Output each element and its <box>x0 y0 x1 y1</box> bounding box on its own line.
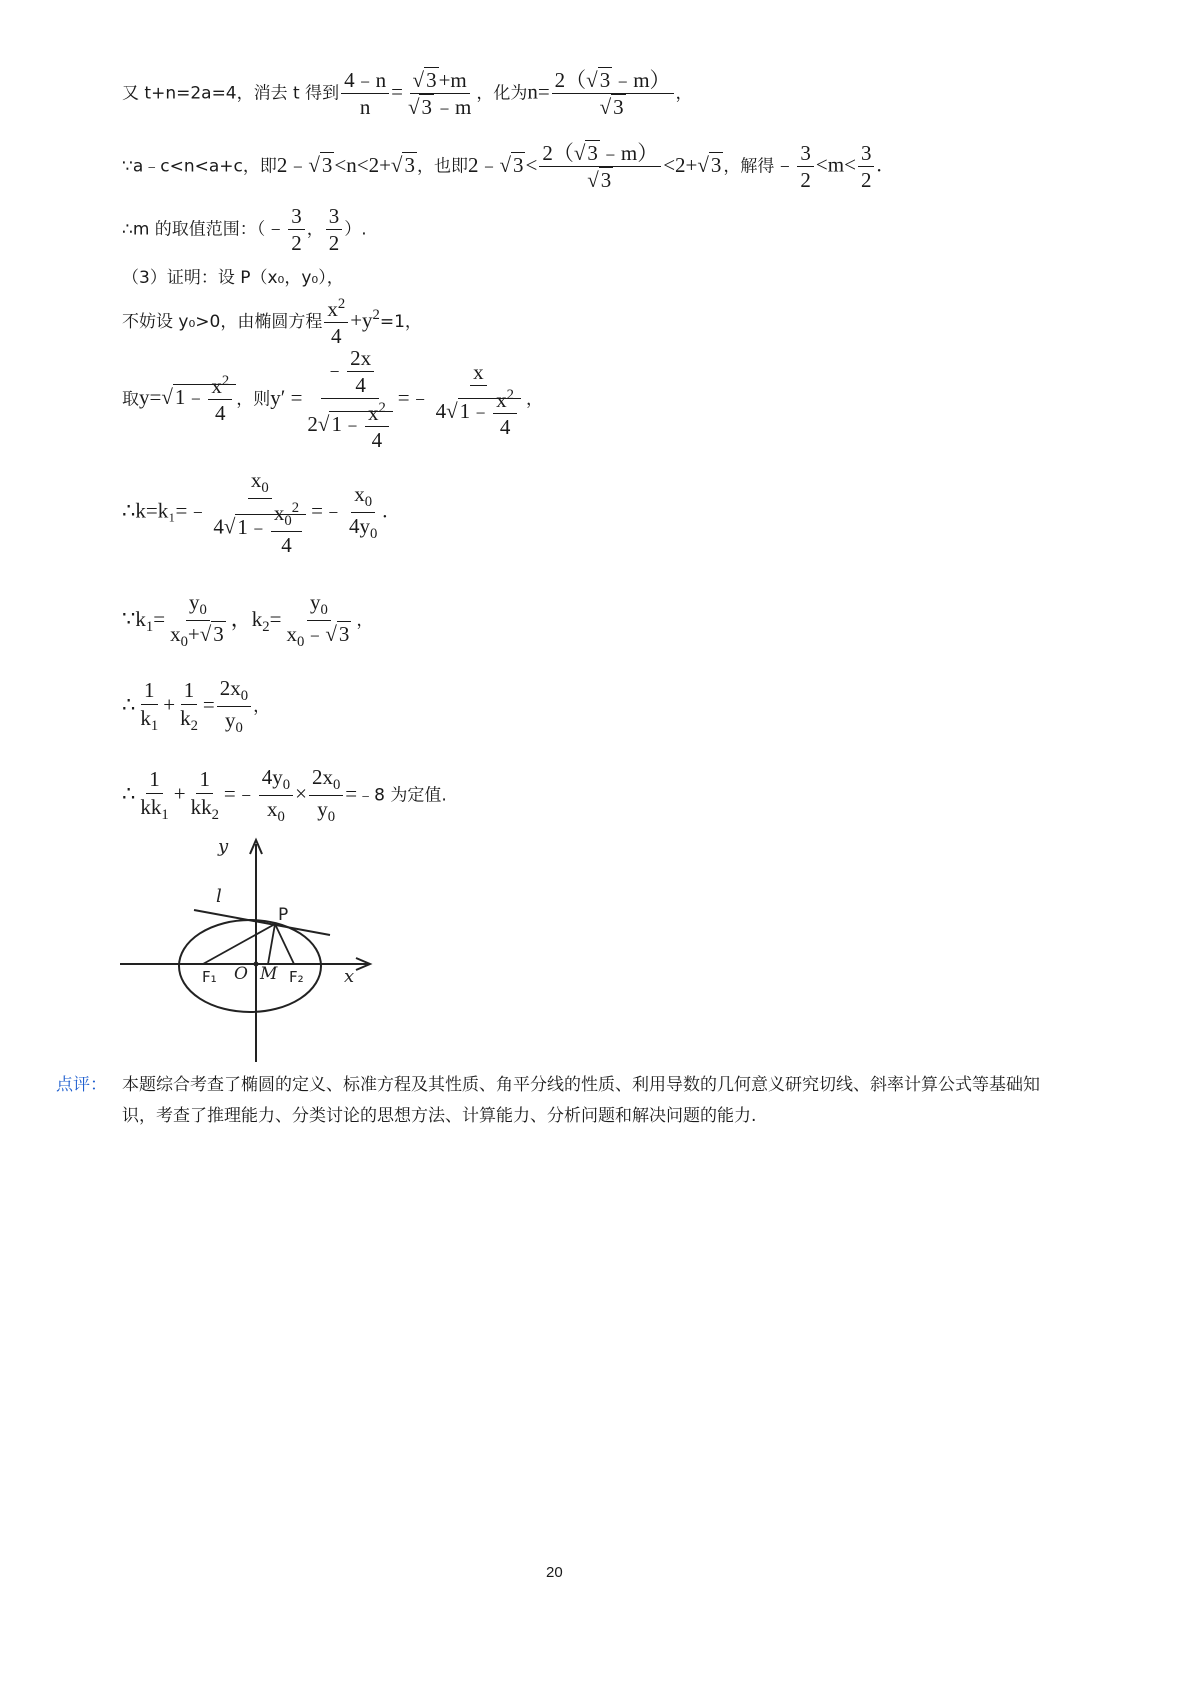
segment-pf2 <box>275 924 294 964</box>
line-8-text-a: ∵ <box>122 606 136 631</box>
line-10: ∴ $\frac{1}{kk_1}$ + $\frac{1}{kk_2}$ =﹣ $\frac{4y_0}{x_0}$ × $\frac{2x_0}{y_0}$ =﹣8 为定值. <box>122 765 447 826</box>
fraction: ﹣ $\frac{2x}{4}$ 2√1﹣ $\frac{x^2}{4}$ <box>304 346 395 453</box>
line-6: 取y=√1﹣ $\frac{x^2}{4}$ ，则y′ = ﹣ $\frac{2x}{4}$ 2√1﹣ $\frac{x^2}{4}$ =﹣ x 4√1﹣ $\frac{x^2}{4}$ ， <box>122 346 543 453</box>
line-10-text-b: ﹣8 为定值. <box>357 785 447 806</box>
fraction: $\frac{2(√3﹣m)}{√3}$ <box>552 68 674 119</box>
fraction: $\frac{1}{k_2}$ <box>180 678 198 734</box>
review-label: 点评： <box>56 1075 107 1095</box>
line-2-text-a: ∵a﹣c<n<a+c，即 <box>122 156 277 177</box>
fraction: $\frac{2x_0}{y_0}$ <box>217 676 251 737</box>
fraction: $\frac{x_0}{4y_0}$ <box>348 482 378 543</box>
line-3-text-b: ， <box>306 219 324 240</box>
x-axis-label: x <box>344 966 355 987</box>
fraction: $\frac{1}{kk_2}$ <box>190 767 219 823</box>
ellipse <box>179 920 321 1012</box>
fraction: $\frac{y_0}{x_0+√3}$ <box>170 590 224 651</box>
line-5-text-b: =1， <box>379 312 422 333</box>
line-1-end: ， <box>675 83 693 104</box>
line-4: （3）证明：设 P（x₀，y₀）， <box>122 268 344 288</box>
line-2-text-b: ，也即 <box>416 156 468 177</box>
line-2-text-c: ，解得 <box>723 156 775 177</box>
fraction: $x_0$ 4√1﹣ $\frac{x_0^2}{4}$ <box>210 468 309 557</box>
fraction: $\frac{1}{k_1}$ <box>140 678 159 734</box>
fraction: $\frac{3}{2}$ <box>326 204 343 255</box>
line-6-text-a: 取 <box>122 389 139 410</box>
point-p-label: P <box>278 905 289 925</box>
line-9: ∴ $\frac{1}{k_1}$ + $\frac{1}{k_2}$ = $\frac{2x_0}{y_0}$ ， <box>122 676 271 737</box>
fraction: $\frac{y_0}{x_0﹣√3}$ <box>286 590 350 651</box>
fraction: $\frac{x^2}{4}$ <box>324 296 348 348</box>
fraction: $\frac{4﹣n}{n}$ <box>341 68 389 119</box>
line-7-end: . <box>382 498 388 523</box>
line-5-text-a: 不妨设 y₀>0，由椭圆方程 <box>122 312 323 333</box>
y-axis-label: y <box>218 836 229 857</box>
line-6-text-b: ，则 <box>236 389 271 410</box>
line-3-text-a: ∴m 的取值范围：（ <box>122 219 266 240</box>
point-o-label: O <box>234 964 248 984</box>
line-3-text-c: ）. <box>344 219 367 240</box>
page-number: 20 <box>546 1564 563 1581</box>
line-6-end: ， <box>526 389 543 410</box>
line-5: 不妨设 y₀>0，由椭圆方程 $\frac{x^2}{4}$ $+y^2=1$， <box>122 296 422 349</box>
fraction: $\frac{3}{2}$ <box>288 204 305 255</box>
line-3: ∴m 的取值范围：（﹣ $\frac{3}{2}$ ， $\frac{3}{2}$ ）. <box>122 204 367 256</box>
fraction: $\frac{4y_0}{x_0}$ <box>259 765 293 826</box>
line-l-label: l <box>216 886 222 907</box>
line-10-text-a: ∴ <box>122 781 136 806</box>
line-1-text-b: ，化为 <box>476 83 528 104</box>
ellipse-diagram <box>118 832 388 1068</box>
line-8-end: ， <box>356 610 374 631</box>
origin-dot <box>254 962 259 967</box>
fraction: $\frac{√3+m}{√3﹣m}$ <box>407 68 472 120</box>
review-text: 本题综合考查了椭圆的定义、标准方程及其性质、角平分线的性质、利用导数的几何意义研究切线、斜率计算公式等基础知识，考查了推理能力、分类讨论的思想方法、计算能力、分析问题和解决问题的能力. <box>122 1075 1040 1126</box>
fraction: $\frac{3}{2}$ <box>797 141 814 192</box>
line-8: $\because k_1=$ $\frac{y_0}{x_0+√3}$ ，$k_2=$ $\frac{y_0}{x_0﹣√3}$ ， <box>122 590 374 651</box>
point-m-label: M <box>260 964 278 984</box>
point-f2-label: F₂ <box>289 968 304 986</box>
fraction: x 4√1﹣ $\frac{x^2}{4}$ <box>433 360 524 439</box>
line-9-text-a: ∴ <box>122 692 136 717</box>
segment-pm <box>268 924 275 964</box>
line-7-text-a: ∴k=k₁=﹣ <box>122 498 209 523</box>
fraction: $\frac{3}{2}$ <box>858 141 875 192</box>
line-9-end: ， <box>253 696 271 717</box>
fraction: $\frac{2(√3﹣m)}{√3}$ <box>539 141 661 192</box>
fraction: $\frac{2x_0}{y_0}$ <box>309 765 343 826</box>
line-1: 又 t+n=2a=4，消去 t 得到 $\frac{4﹣n}{n}$ = $\frac{√3+m}{√3﹣m}$ ，化为n= $\frac{2(√3﹣m)}{√3}$ ， <box>122 68 693 120</box>
line-1-text-a: 又 t+n=2a=4，消去 t 得到 <box>122 83 340 104</box>
line-2: ∵a﹣c<n<a+c，即2﹣√3<n<2+√3 ，也即2﹣√3< $\frac{2(√3﹣m)}{√3}$ <2+√3 ，解得﹣ $\frac{3}{2}$ <m< $\frac{3}{2}$ . <box>122 141 882 193</box>
segment-pf1 <box>203 924 275 964</box>
point-f1-label: F₁ <box>202 968 217 986</box>
line-7: ∴k=k₁=﹣ $x_0$ 4√1﹣ $\frac{x_0^2}{4}$ =﹣ $\frac{x_0}{4y_0}$ . <box>122 468 388 558</box>
fraction: $\frac{1}{kk_1}$ <box>140 767 169 823</box>
